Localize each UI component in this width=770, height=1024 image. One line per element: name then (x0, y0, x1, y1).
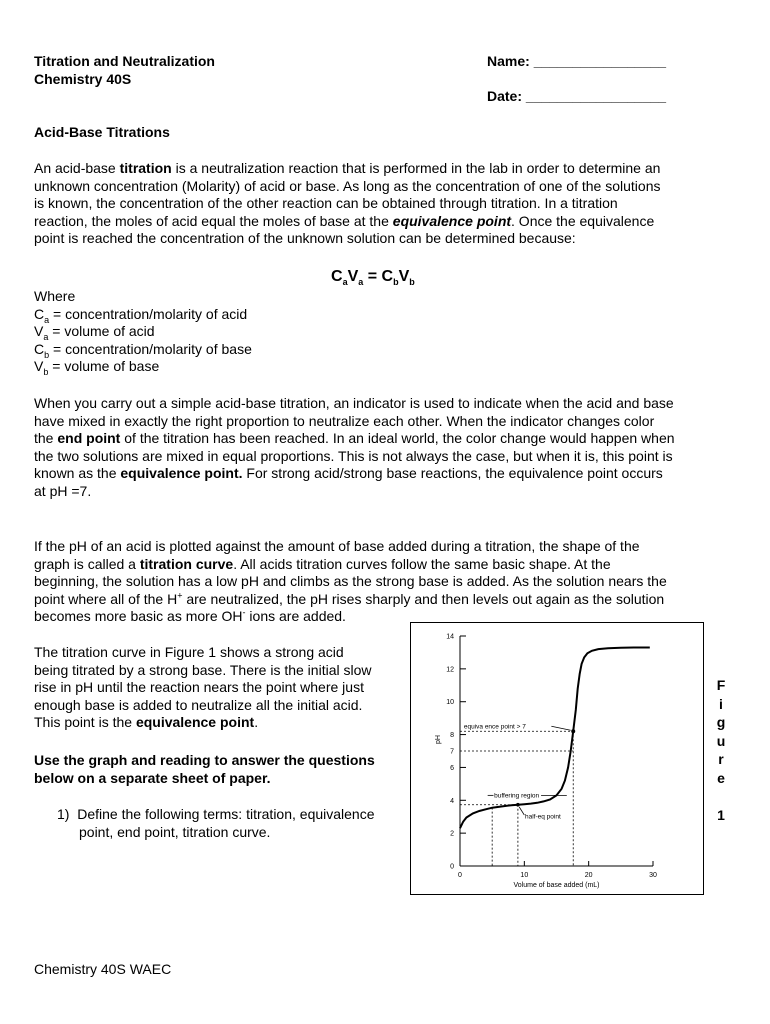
half-eq-point-marker (516, 803, 520, 807)
x-tick-label: 20 (584, 872, 593, 879)
equation: $C_aV_a = C_bV_b$ (331, 268, 415, 288)
figure-label-number: 1 (717, 807, 725, 824)
annotation-half-eq-point: half-eq point (524, 813, 561, 821)
figure-label-char: i (719, 695, 723, 712)
question-number: 1) (57, 806, 70, 822)
x-tick-label: 0 (458, 872, 462, 879)
instruction-line-2: below on a separate sheet of paper. (34, 769, 271, 786)
titration-curve-chart (410, 622, 704, 895)
x-axis-label: Volume of base added (mL) (513, 882, 600, 889)
footer: Chemistry 40S WAEC (34, 961, 172, 977)
y-tick-label: 8 (450, 732, 454, 740)
date-field (487, 88, 666, 104)
where-list (34, 288, 734, 376)
figure-label-char: e (717, 769, 725, 786)
curve-line-2: graph is called a titration curve. All acids titration curves follow the same basic shape. At the (34, 555, 611, 572)
equivalence-point-marker (571, 729, 575, 733)
curve-paragraph (34, 538, 734, 626)
intro-line-1: An acid-base titration is a neutralization reaction that is performed in the lab in order to determine an (34, 160, 661, 176)
y-tick-label: 4 (450, 797, 454, 805)
where-label: Where (34, 288, 76, 304)
y-axis-label: pH (435, 735, 442, 744)
term-equivalence-point-3: equivalence point (135, 714, 255, 730)
curve-line-4: point where all of the H+ are neutralized, the pH rises sharply and then levels out again as the solution (34, 589, 665, 607)
term-equivalence-point: equivalence point (392, 212, 512, 229)
curve-line-1: If the pH of an acid is plotted against the amount of base added during a titration, the shape of the (34, 538, 640, 554)
indicator-line-1: When you carry out a simple acid-base titration, an indicator is used to indicate when the acid and base (34, 395, 674, 411)
figure-label-gap (714, 788, 728, 807)
instruction (34, 752, 409, 787)
section-title: Acid-Base Titrations (34, 124, 170, 140)
where-ca: $C_a$ = concentration/molarity of acid (34, 305, 248, 325)
indicator-line-2: have mixed in exactly the right proportion to neutralize each other. When the indicator changes color (34, 412, 655, 429)
figure-label-char: F (716, 677, 726, 693)
document-title: Titration and Neutralization (34, 53, 215, 69)
curve-line-5: becomes more basic as more OH- ions are added. (34, 607, 346, 624)
course-name: Chemistry 40S (34, 71, 132, 87)
annotation-buffering-region: buffering region (494, 792, 540, 800)
intro-line-3: is known, the concentration of the other reaction can be obtained through titration. In a titration (34, 195, 618, 211)
instruction-line-1: Use the graph and reading to answer the questions (34, 752, 375, 768)
figure-label (714, 676, 728, 825)
question-1-line-1: 1) Define the following terms: titration, equivalence (57, 806, 375, 822)
figure-line-1: The titration curve in Figure 1 shows a strong acid (34, 644, 344, 660)
figure-line-2: being titrated by a strong base. There is the initial slow (34, 661, 372, 678)
figure-line-3: rise in pH until the reaction nears the point where just (34, 679, 364, 695)
x-tick-label: 10 (520, 872, 529, 879)
y-tick-label: 14 (446, 633, 454, 641)
y-tick-label: 0 (450, 863, 454, 871)
term-titration-curve: titration curve (139, 555, 234, 572)
figure-label-char: r (718, 751, 724, 768)
indicator-line-4: the two solutions are mixed in equal proportions. This is not always the case, but when it is, this point is (34, 447, 673, 464)
indicator-line-5: known as the equivalence point. For strong acid/strong base reactions, the equivalence point occurs (34, 465, 663, 481)
where-cb: $C_b$ = concentration/molarity of base (34, 340, 252, 360)
curve-line-3: beginning, the solution has a low pH and climbs as the strong base is added. As the solution nears the (34, 573, 667, 589)
intro-line-4: reaction, the moles of acid equal the moles of base at the equivalence point. Once the equivalence (34, 212, 655, 229)
name-blank: _________________ (533, 53, 667, 69)
date-label: Date: (487, 88, 523, 104)
indicator-line-3: the end point of the titration has been reached. In an ideal world, the color change would happen when (34, 430, 675, 446)
annotation-equivalence-point: equiva ence point > 7 (463, 723, 526, 731)
indicator-line-6: at pH =7. (34, 482, 92, 499)
y-tick-label: 6 (450, 764, 454, 772)
date-blank: __________________ (525, 88, 667, 104)
where-vb: $V_b$ = volume of base (34, 358, 160, 377)
question-1-line-2: point, end point, titration curve. (79, 823, 271, 840)
y-tick-label-7: 7 (450, 748, 454, 756)
where-va: $V_a$ = volume of acid (34, 323, 155, 342)
name-label: Name: (487, 53, 530, 69)
y-tick-label: 12 (446, 666, 454, 674)
name-field (487, 53, 666, 69)
intro-paragraph (34, 160, 734, 248)
indicator-paragraph (34, 395, 734, 500)
figure-line-4: enough base is added to neutralize all the initial acid. (34, 696, 363, 713)
y-tick-label: 2 (450, 830, 454, 838)
chart-border (411, 623, 704, 895)
figure-label-char: u (716, 732, 726, 749)
intro-line-5: point is reached the concentration of the unknown solution can be determined because: (34, 230, 576, 246)
intro-line-2: unknown concentration (Molarity) of acid or base. As long as the concentration of one of the solutions (34, 177, 661, 194)
figure-line-5: This point is the equivalence point. (34, 714, 259, 730)
question-1 (57, 806, 375, 841)
term-equivalence-point-2: equivalence point. (120, 465, 243, 481)
figure-paragraph (34, 644, 409, 732)
figure-label-char: g (716, 714, 726, 731)
y-tick-label: 10 (446, 699, 454, 707)
term-titration: titration (119, 160, 172, 176)
x-tick-label: 30 (649, 872, 657, 879)
term-end-point: end point (57, 430, 121, 446)
